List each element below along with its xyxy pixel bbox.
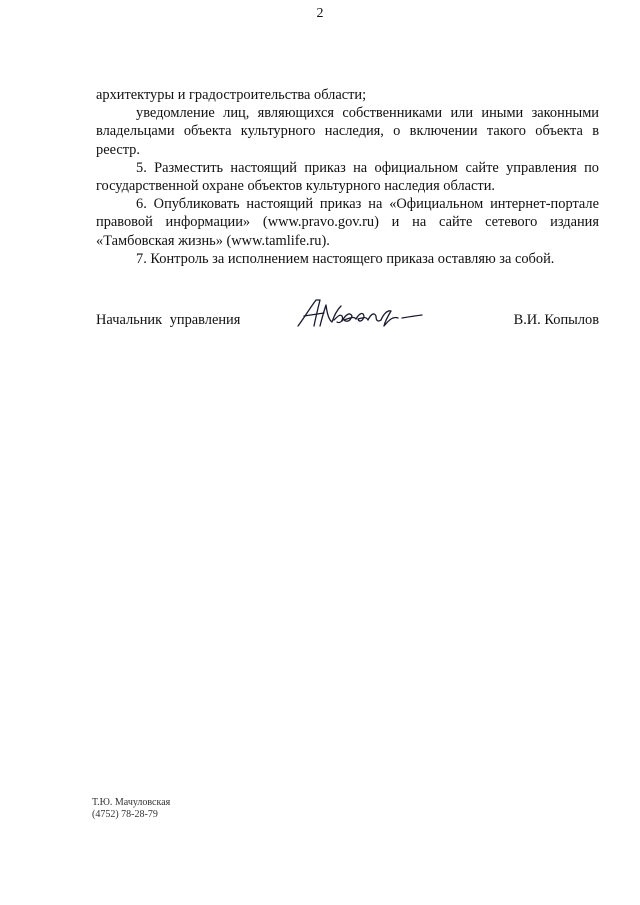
paragraph-continuation: архитектуры и градостроительства области; [96, 87, 367, 103]
page-number: 2 [316, 6, 324, 21]
paragraph-owner-notification: уведомление лиц, являющихся собственниками или иными законными владельцами объекта культурного наследия, о включении такого объекта в реестр. [96, 105, 599, 158]
executor-phone: (4752) 78-28-79 [92, 809, 158, 820]
signature-block [96, 296, 599, 346]
handwritten-signature [294, 296, 426, 336]
executor-name: Т.Ю. Мачуловская [92, 797, 171, 808]
paragraph-item-5: 5. Разместить настоящий приказ на официальном сайте управления по государственной охране объектов культурного наследия области. [96, 159, 599, 195]
executor-contact [92, 797, 170, 821]
signer-name: В.И. Копылов [513, 312, 599, 328]
document-body [96, 86, 599, 268]
paragraph-item-6: 6. Опубликовать настоящий приказ на «Официальном интернет-портале правовой информации» (www.pravo.gov.ru) и на сайте сетевого издания «Тамбовская жизнь» (www.tamlife.ru). [96, 196, 599, 249]
signer-title: Начальник управления [96, 312, 241, 328]
paragraph-item-7: 7. Контроль за исполнением настоящего приказа оставляю за собой. [136, 250, 555, 267]
